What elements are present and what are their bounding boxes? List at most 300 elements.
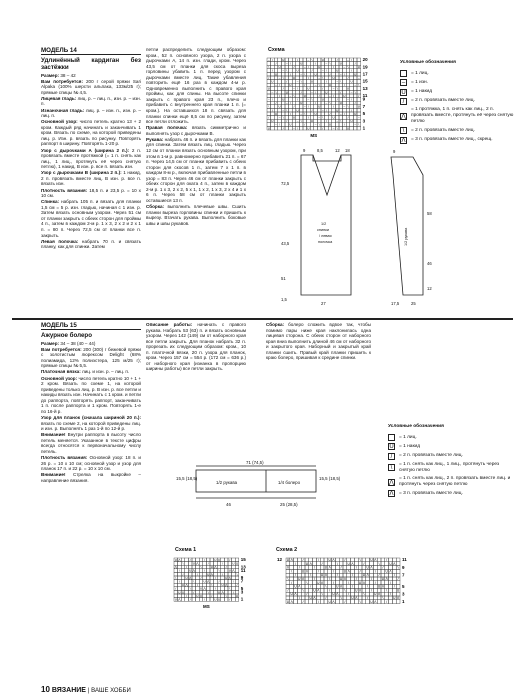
scheme15b-cell (359, 599, 366, 604)
scheme15b-cell (328, 581, 332, 585)
scheme15b-stitch-symbol: \ (371, 577, 372, 582)
scheme15b-stitch-symbol: Λ (309, 561, 312, 566)
scheme14-stitch-symbol: / (268, 75, 270, 80)
scheme15a-cell (221, 598, 225, 602)
scheme14-stitch-symbol: U (292, 115, 296, 120)
model15-scheme1-label: Схема 1 (175, 547, 197, 553)
scheme14-stitch-symbol: – (318, 75, 321, 80)
scheme15b-cell (381, 599, 388, 604)
scheme15b-stitch-symbol: Λ (328, 565, 331, 570)
scheme15b-stitch-symbol: U (366, 565, 369, 570)
scheme15b-cell (377, 577, 381, 581)
model15-paragraph-text: Стрелка на выкройке – направление вязания. (41, 472, 141, 483)
scheme15a-stitch-symbol: \ (236, 572, 238, 577)
scheme14-stitch-symbol: – (350, 90, 353, 95)
scheme15a-cell (174, 580, 178, 584)
scheme14-cell (317, 58, 321, 62)
scheme15b-stitch-symbol: U (309, 596, 312, 601)
scheme15b-stitch-symbol: / (344, 558, 346, 563)
scheme14-stitch-symbol: \ (329, 101, 331, 106)
diagram-top-label: 71 (74,5) (246, 460, 264, 465)
scheme15b-stitch-symbol: Λ (347, 569, 350, 574)
scheme14-cell (278, 57, 285, 62)
scheme15a-row-number: 9 (240, 575, 244, 581)
scheme14-stitch-symbol: – (336, 79, 339, 84)
scheme15b-cell (381, 569, 385, 573)
scheme15b-stitch-symbol: \ (329, 577, 331, 582)
scheme15a-stitch-symbol: \ (225, 593, 227, 598)
scheme15a-stitch-symbol: U (185, 575, 188, 580)
scheme14-cell (271, 111, 278, 116)
scheme14-cell (299, 65, 303, 69)
scheme15b-stitch-symbol: U (328, 599, 331, 604)
model15-paragraph (41, 415, 141, 432)
scheme14-cell (357, 126, 361, 130)
scheme14-stitch-symbol: U (354, 111, 357, 116)
model14-paragraph-lead: Сборка: (146, 204, 168, 210)
scheme15b-stitch-symbol: U (301, 569, 305, 574)
scheme14-stitch-symbol: U (278, 104, 281, 109)
svg-text:58: 58 (427, 211, 432, 216)
model14-paragraph-text: выполнить плечевые швы. Сшить планки выреза горловины спинки и пришить к вырезу. Втачать рукава. Выполнить боковые швы и швы рукавов. (146, 204, 246, 226)
model14-paragraph-text: лиц. р. – изн. п., изн. р. – лиц. п. (41, 107, 141, 119)
model14-paragraph-text: 2 п. провязать вместе протяжкой (= 1 п. снять как лиц., 1 лиц., протянуть её через снятую петлю), 1 накид. В изн. р. все п. вязать изн. (41, 147, 141, 170)
scheme15b-stitch-symbol: U (374, 592, 377, 597)
scheme14-stitch-symbol: \ (279, 83, 281, 88)
model15-text-2 (146, 322, 246, 372)
scheme15a-cell (232, 572, 236, 576)
scheme15b-stitch-symbol: / (291, 580, 293, 585)
scheme15b-stitch-symbol: \ (310, 573, 312, 578)
scheme15b-stitch-symbol: Λ (359, 588, 362, 593)
scheme15a-stitch-symbol: \ (178, 568, 180, 573)
scheme14-cell (346, 119, 353, 124)
scheme15b-cell (309, 577, 313, 581)
scheme15b-stitch-symbol: / (317, 569, 319, 574)
scheme15a-stitch-symbol: / (236, 583, 238, 588)
scheme14-cell (292, 108, 299, 113)
scheme14-cell (350, 126, 354, 130)
scheme14-stitch-symbol: \ (289, 61, 291, 66)
scheme15b-cell (332, 585, 336, 589)
scheme15a-stitch-symbol: ⋀ (214, 565, 217, 570)
scheme15b-stitch-symbol: / (367, 596, 369, 601)
model15-legend (388, 424, 513, 500)
scheme14-cell (307, 90, 311, 94)
scheme15a-cell (185, 598, 189, 602)
scheme14-cell (310, 83, 314, 87)
scheme15b-cell (313, 581, 317, 585)
scheme14-cell (335, 72, 339, 76)
scheme15a-cell (181, 565, 188, 570)
scheme15b-cell (396, 558, 400, 562)
model14-legend-text: = 1 накид (411, 89, 433, 95)
model14-paragraph-lead: Спинка: (41, 199, 62, 205)
scheme14-cell (289, 75, 296, 80)
scheme15b-stitch-symbol: \ (374, 569, 376, 574)
model14-paragraph (41, 188, 141, 199)
model15-column-1 (41, 322, 141, 680)
model15-scheme2-label: Схема 2 (276, 547, 298, 553)
scheme15a-cell (235, 565, 239, 569)
scheme14-cell (267, 69, 271, 73)
scheme14-stitch-symbol: U (332, 75, 335, 80)
model14-paragraph-text: 1 накид, 2 п. провязать вместе лиц. В изн. р. все п. вязать изн. (41, 170, 141, 187)
model15-paragraph-text: Внутри раппорта в высоту число петель меняется. Указанное в тексте цифры всегда относятся к первоначальному числу петель. (41, 432, 141, 454)
scheme14-stitch-symbol: / (336, 97, 338, 102)
scheme14-stitch-symbol: – (339, 72, 342, 77)
scheme14-stitch-symbol: / (268, 115, 270, 120)
scheme14-stitch-symbol: – (325, 101, 328, 106)
model15-scheme1-chart (172, 556, 262, 616)
model14-paragraph-lead: Изнаночная гладь: (41, 107, 86, 113)
scheme14-stitch-symbol: – (285, 101, 288, 106)
scheme15b-cell (362, 566, 366, 570)
scheme14-stitch-symbol: \ (340, 79, 342, 84)
scheme15b-row-number: 11 (402, 557, 407, 563)
model14-legend-item (400, 70, 515, 77)
scheme15b-cell (297, 588, 301, 592)
scheme15a-row-number: 13 (240, 564, 246, 570)
model15-paragraph-text: лиц. и изн. р. – лиц. п. (82, 369, 130, 375)
scheme14-stitch-symbol: – (275, 122, 277, 127)
scheme14-cell (357, 98, 361, 102)
model15-paragraph (41, 432, 141, 454)
scheme15b-stitch-symbol: \ (287, 577, 289, 582)
scheme14-cell (317, 98, 321, 102)
model15-legend-text: = 1 п. снять как лиц., 2 п. провязать вместе лиц. и протянуть через снятую петлю (399, 476, 511, 488)
scheme14-stitch-symbol: U (285, 90, 288, 95)
scheme14-cell (353, 126, 357, 130)
svg-text:9: 9 (303, 148, 306, 153)
scheme14-cell (346, 68, 353, 73)
scheme14-stitch-symbol: / (354, 61, 356, 66)
scheme14-stitch-symbol: – (275, 83, 277, 88)
model14-legend-item (400, 79, 515, 86)
scheme14-stitch-symbol: \ (282, 115, 284, 120)
model15-title: Ажурное болеро (41, 332, 92, 339)
scheme15b-cell (377, 600, 381, 604)
sleeve-pattern-outline (391, 157, 423, 295)
scheme14-cell (307, 119, 314, 124)
scheme14-stitch-symbol: \ (318, 122, 320, 127)
scheme15b-cell (396, 569, 400, 573)
scheme14-cell (299, 122, 306, 127)
scheme14-cell (332, 108, 339, 113)
scheme14-stitch-symbol: U (300, 101, 303, 106)
scheme14-cell (285, 94, 289, 98)
scheme15b-cell (343, 580, 350, 585)
scheme14-stitch-symbol: \ (311, 97, 313, 102)
scheme15b-row-number: 7 (402, 572, 405, 578)
model14-paragraph-lead: Вам потребуется: (41, 78, 86, 84)
scheme14-row-number: 3 (362, 118, 366, 124)
scheme15b-stitch-symbol: \ (382, 596, 384, 601)
scheme14-cell (274, 116, 278, 120)
model14-pattern-diagram (273, 145, 443, 315)
scheme15b-row-number: 3 (402, 591, 405, 597)
scheme15a-stitch-symbol: U (221, 583, 224, 588)
scheme15b-cell (351, 577, 355, 581)
page-number: 10 (41, 685, 50, 694)
svg-text:18: 18 (345, 148, 350, 153)
scheme15b-cell (324, 588, 331, 593)
scheme14-stitch-symbol: U (346, 86, 350, 91)
scheme15b-cell (354, 581, 358, 585)
scheme14-stitch-symbol: U (325, 90, 328, 95)
scheme15a-cell (185, 587, 189, 591)
scheme15a-stitch-symbol: ⋀ (203, 586, 206, 591)
scheme15a-cell (199, 568, 206, 573)
scheme15a-stitch-symbol: / (189, 557, 191, 562)
scheme15a-cell (203, 562, 207, 566)
model15-legend-item (388, 490, 513, 497)
scheme15b-cell (347, 600, 351, 604)
model15-paragraph-lead: Размер: (41, 340, 61, 346)
model14-paragraph (41, 79, 141, 96)
scheme15a-stitch-symbol: U (189, 568, 192, 573)
scheme15b-stitch-symbol: Λ (294, 592, 297, 597)
scheme15b-stitch-symbol: U (339, 577, 343, 582)
model15-paragraph-lead: Вам потребуется: (41, 346, 84, 352)
model15-paragraph (41, 455, 141, 472)
scheme15a-cell (232, 583, 236, 587)
scheme14-cell (307, 108, 311, 112)
scheme15a-stitch-symbol: \ (204, 597, 206, 602)
scheme14-cell (296, 101, 303, 106)
model15-paragraph-text: число петель кратно 10 + 1 + 2 кром. Вязать по схеме 1, на которой приведены только лиц. р. В изн. р. все петли и накиды вязать изн. Начинать с 1 кром. и петли до раппорта, повторять раппорт, заканчивать 1 п. после раппорта и 1 кром. Повторять 1-е по 16-й р. (41, 375, 141, 414)
scheme14-stitch-symbol: / (275, 101, 277, 106)
scheme14-cell (353, 76, 357, 80)
scheme15b-cell (392, 577, 396, 581)
scheme14-stitch-symbol: / (325, 79, 327, 84)
scheme14-cell (350, 111, 357, 116)
scheme14-stitch-symbol: U (289, 83, 292, 88)
scheme15b-stitch-symbol: \ (295, 561, 296, 566)
scheme14-stitch-symbol: U (321, 97, 324, 102)
scheme15a-stitch-symbol: \ (196, 572, 198, 577)
scheme15b-stitch-symbol: \ (325, 584, 327, 589)
scheme15a-stitch-symbol: / (204, 568, 206, 573)
scheme15b-cell (373, 573, 377, 577)
scheme15a-cell (188, 590, 195, 595)
scheme15a-cell (221, 594, 225, 598)
scheme15a-cell (199, 597, 206, 602)
scheme15a-stitch-symbol: ⋀ (181, 590, 185, 595)
scheme15a-cell (217, 561, 224, 566)
scheme15b-stitch-symbol: Λ (302, 577, 305, 582)
model15-scheme2-chart (276, 556, 426, 616)
scheme14-cell (339, 123, 343, 127)
scheme15a-cell (196, 565, 200, 569)
scheme15b-stitch-symbol: U (355, 588, 358, 593)
scheme14-stitch-symbol: / (307, 75, 309, 80)
scheme14-stitch-symbol: – (347, 57, 349, 62)
scheme14-cell (281, 62, 285, 66)
scheme14-stitch-symbol: \ (351, 57, 353, 62)
scheme15b-stitch-symbol: / (340, 565, 342, 570)
model14-paragraph (41, 239, 141, 250)
model14-paragraph-lead: Основной узор: (41, 119, 80, 125)
scheme14-cell (335, 62, 339, 66)
model15-paragraph (41, 472, 141, 483)
model15-header: МОДЕЛЬ 15 (41, 322, 77, 329)
scheme15a-cell (232, 598, 236, 602)
scheme15a-cell (232, 593, 239, 598)
stitch-symbol-icon (388, 434, 395, 441)
scheme15b-cell (385, 562, 389, 566)
scheme15b-stitch-symbol: / (352, 584, 353, 589)
scheme15b-stitch-symbol: Λ (332, 558, 335, 563)
scheme15b-cell (290, 585, 294, 589)
scheme15a-cell (210, 557, 217, 562)
scheme15b-stitch-symbol: / (329, 588, 331, 593)
scheme15a-stitch-symbol: ⋀ (210, 572, 214, 577)
scheme14-cell (346, 79, 353, 84)
scheme14-cell (289, 87, 293, 91)
scheme15b-cell (362, 596, 369, 601)
scheme14-stitch-symbol: \ (325, 108, 327, 113)
scheme14-stitch-symbol: / (329, 72, 331, 77)
model14-paragraph-lead: Левая полочка: (41, 238, 82, 244)
scheme15a-stitch-symbol: U (235, 593, 239, 598)
scheme15a-cell (178, 583, 185, 588)
scheme14-cell (339, 105, 343, 109)
scheme15b-cell (381, 588, 388, 593)
scheme14-cell (296, 90, 300, 94)
scheme14-cell (289, 126, 293, 130)
scheme15a-cell (203, 572, 210, 577)
model14-paragraph-lead: Плотность вязания: (41, 187, 90, 193)
scheme15b-stitch-symbol: Λ (397, 596, 400, 601)
scheme15b-stitch-symbol: U (347, 561, 350, 566)
scheme15b-cell (339, 588, 346, 593)
scheme14-stitch-symbol: – (318, 115, 321, 120)
scheme14-cell (325, 112, 329, 116)
model14-title: Удлинённый кардиган без застёжки (41, 57, 141, 71)
scheme14-stitch-symbol: \ (304, 72, 306, 77)
scheme15b-cell (389, 573, 393, 577)
scheme14-stitch-symbol: \ (347, 104, 349, 109)
scheme14-cell (357, 87, 361, 91)
scheme15b-cell (320, 596, 327, 601)
scheme15a-stitch-symbol: ⋀ (232, 568, 235, 573)
scheme14-stitch-symbol: U (343, 93, 346, 98)
model14-text-1 (41, 73, 141, 250)
scheme15b-stitch-symbol: Λ (389, 569, 392, 574)
scheme14-cell (267, 119, 274, 124)
scheme14-cell (314, 75, 321, 80)
scheme14-cell (343, 58, 347, 62)
scheme14-cell (282, 126, 289, 131)
scheme15a-stitch-symbol: \ (186, 593, 188, 598)
model15-paragraph-text: 34 – 38 (40 – 44) (60, 340, 96, 346)
scheme15a-stitch-symbol: ⋀ (217, 597, 221, 602)
scheme15b-stitch-symbol: / (333, 580, 334, 585)
scheme14-cell (325, 83, 332, 88)
scheme14-cell (328, 65, 335, 70)
scheme14-stitch-symbol: U (336, 68, 339, 73)
scheme14-cell (321, 80, 325, 84)
scheme14-stitch-symbol: \ (297, 86, 299, 91)
scheme15b-stitch-symbol: / (393, 584, 395, 589)
scheme14-stitch-symbol: \ (286, 108, 288, 113)
scheme14-stitch-symbol: \ (315, 90, 317, 95)
scheme14-cell (274, 104, 281, 109)
scheme15b-stitch-symbol: Λ (381, 584, 384, 589)
scheme15b-stitch-symbol: / (310, 584, 312, 589)
scheme14-row-number: 19 (362, 64, 368, 70)
scheme15b-stitch-symbol: Λ (393, 561, 396, 566)
stitch-symbol-icon: U (401, 89, 406, 96)
scheme15a-stitch-symbol: / (222, 572, 224, 577)
scheme14-stitch-symbol: / (325, 119, 327, 124)
scheme15b-cell (339, 599, 346, 604)
scheme15b-stitch-symbol: U (305, 561, 309, 566)
diagram-bottom-right: 25 (28,5) (280, 502, 298, 507)
scheme15b-stitch-symbol: Λ (324, 573, 327, 578)
stitch-symbol-icon: Λ (389, 491, 394, 498)
model14-rule (41, 54, 141, 55)
scheme15a-stitch-symbol: U (196, 593, 199, 598)
scheme14-cell (271, 83, 275, 87)
scheme15a-cell (210, 587, 214, 591)
scheme14-stitch-symbol: U (296, 68, 299, 73)
scheme14-cell (310, 126, 314, 130)
scheme14-cell (278, 97, 285, 102)
scheme14-stitch-symbol: \ (307, 65, 309, 70)
scheme14-stitch-symbol: \ (336, 86, 338, 91)
model15-legend-title: Условные обозначения (388, 424, 444, 429)
scheme15b-cell (332, 562, 336, 566)
scheme14-row-number: 11 (362, 93, 368, 99)
model14-legend-text: = 3 п. провязать вместе лиц., скрещ. (411, 137, 493, 143)
scheme15a-stitch-symbol: ⋀ (178, 557, 181, 562)
stitch-symbol-icon: / (400, 98, 407, 105)
scheme15b-stitch-symbol: Λ (313, 596, 316, 601)
scheme15b-cell (358, 573, 362, 577)
scheme14-stitch-symbol: – (343, 104, 346, 109)
scheme14-stitch-symbol: / (351, 108, 353, 113)
scheme14-stitch-symbol: / (307, 115, 309, 120)
scheme14-cell (281, 101, 285, 105)
model15-paragraph (266, 322, 371, 361)
scheme15b-stitch-symbol: U (381, 577, 385, 582)
scheme15b-stitch-symbol: \ (291, 569, 293, 574)
scheme14-stitch-symbol: \ (325, 68, 327, 73)
scheme15a-stitch-symbol: \ (189, 586, 191, 591)
scheme15b-stitch-symbol: U (332, 592, 335, 597)
model14-scheme-label: Схема (268, 47, 285, 53)
scheme14-cell (346, 90, 350, 94)
scheme14-stitch-symbol: – (289, 93, 292, 98)
scheme14-stitch-symbol: U (282, 57, 285, 62)
scheme14-stitch-symbol: / (297, 97, 299, 102)
scheme14-row-number: 13 (362, 85, 368, 91)
scheme15b-stitch-symbol: / (344, 599, 346, 604)
scheme15b-cell (377, 565, 384, 570)
scheme14-cell (310, 111, 317, 116)
scheme15b-stitch-symbol: Λ (370, 565, 373, 570)
scheme14-cell (303, 116, 307, 120)
scheme15a-stitch-symbol: / (178, 579, 180, 584)
scheme15a-cell (210, 576, 214, 580)
scheme15a-stitch-symbol: / (229, 557, 231, 562)
scheme14-cell (281, 90, 285, 94)
scheme15b-stitch-symbol: Λ (286, 565, 289, 570)
scheme15a-stitch-symbol: / (232, 590, 234, 595)
scheme14-cell (303, 58, 307, 62)
